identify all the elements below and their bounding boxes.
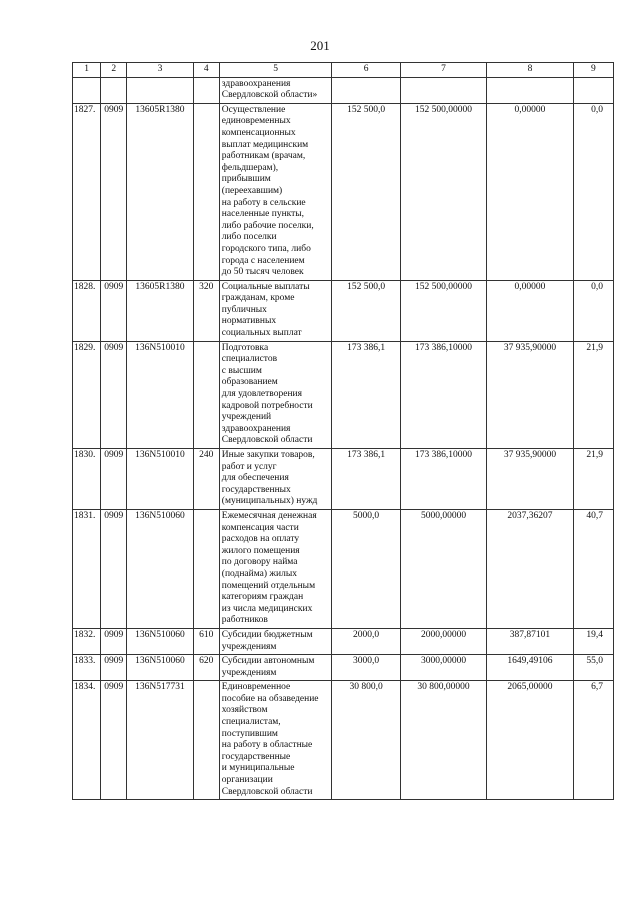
target-article-code: 136N510010	[127, 449, 193, 510]
target-article-code: 136N510010	[127, 341, 193, 448]
page-number: 201	[310, 38, 330, 53]
approved-amount: 152 500,0	[332, 280, 400, 341]
execution-percent: 0,0	[573, 103, 613, 280]
item-description: Социальные выплаты гражданам, кроме публичных нормативных социальных выплат	[219, 280, 332, 341]
table-row	[73, 449, 614, 510]
table-row	[73, 77, 614, 103]
expense-type-code: 320	[193, 280, 219, 341]
column-header: 9	[573, 63, 613, 78]
section-code: 0909	[101, 628, 127, 654]
item-description: Субсидии автономным учреждениям	[219, 655, 332, 681]
executed-amount: 2065,00000	[487, 681, 573, 800]
approved-amount: 173 386,1	[332, 341, 400, 448]
section-code: 0909	[101, 509, 127, 628]
planned-amount: 152 500,00000	[400, 280, 486, 341]
section-code: 0909	[101, 655, 127, 681]
item-description: Подготовка специалистов с высшим образованием для удовлетворения кадровой потребности учреждений здравоохранения Свердловской области	[219, 341, 332, 448]
table-row	[73, 341, 614, 448]
expense-type-code	[193, 341, 219, 448]
item-description: Субсидии бюджетным учреждениям	[219, 628, 332, 654]
table-row	[73, 681, 614, 800]
expense-type-code	[193, 103, 219, 280]
target-article-code: 136N510060	[127, 509, 193, 628]
planned-amount: 173 386,10000	[400, 341, 486, 448]
column-header: 6	[332, 63, 400, 78]
target-article-code: 136N517731	[127, 681, 193, 800]
column-header: 8	[487, 63, 573, 78]
row-number: 1830.	[73, 449, 101, 510]
expense-type-code: 240	[193, 449, 219, 510]
column-header: 2	[101, 63, 127, 78]
item-description: Иные закупки товаров, работ и услуг для обеспечения государственных (муниципальных) нужд	[219, 449, 332, 510]
execution-percent: 19,4	[573, 628, 613, 654]
executed-amount: 0,00000	[487, 103, 573, 280]
execution-percent: 6,7	[573, 681, 613, 800]
section-code: 0909	[101, 341, 127, 448]
execution-percent: 55,0	[573, 655, 613, 681]
header-row	[73, 63, 614, 78]
section-code: 0909	[101, 681, 127, 800]
planned-amount: 173 386,10000	[400, 449, 486, 510]
row-number: 1829.	[73, 341, 101, 448]
executed-amount: 2037,36207	[487, 509, 573, 628]
row-number: 1832.	[73, 628, 101, 654]
expense-type-code: 610	[193, 628, 219, 654]
planned-amount: 2000,00000	[400, 628, 486, 654]
approved-amount: 5000,0	[332, 509, 400, 628]
planned-amount: 30 800,00000	[400, 681, 486, 800]
column-header: 3	[127, 63, 193, 78]
row-number: 1831.	[73, 509, 101, 628]
row-number: 1833.	[73, 655, 101, 681]
approved-amount: 173 386,1	[332, 449, 400, 510]
execution-percent: 21,9	[573, 449, 613, 510]
target-article-code	[127, 77, 193, 103]
approved-amount	[332, 77, 400, 103]
section-code	[101, 77, 127, 103]
table-row	[73, 280, 614, 341]
item-description: Ежемесячная денежная компенсация части расходов на оплату жилого помещения по договору найма (поднайма) жилых помещений отдельным категориям граждан из числа медицинских работников	[219, 509, 332, 628]
table-row	[73, 628, 614, 654]
row-number: 1834.	[73, 681, 101, 800]
table-row	[73, 103, 614, 280]
row-number: 1827.	[73, 103, 101, 280]
table-row	[73, 655, 614, 681]
executed-amount	[487, 77, 573, 103]
approved-amount: 2000,0	[332, 628, 400, 654]
row-number: 1828.	[73, 280, 101, 341]
section-code: 0909	[101, 449, 127, 510]
item-description: Единовременное пособие на обзаведение хозяйством специалистам, поступившим на работу в областные государственные и муниципальные организации Свердловской области	[219, 681, 332, 800]
execution-percent: 21,9	[573, 341, 613, 448]
section-code: 0909	[101, 280, 127, 341]
expense-type-code	[193, 77, 219, 103]
planned-amount: 5000,00000	[400, 509, 486, 628]
target-article-code: 13605R1380	[127, 103, 193, 280]
execution-percent: 0,0	[573, 280, 613, 341]
column-header: 1	[73, 63, 101, 78]
execution-percent: 40,7	[573, 509, 613, 628]
column-header: 7	[400, 63, 486, 78]
expense-type-code	[193, 681, 219, 800]
column-header: 4	[193, 63, 219, 78]
item-description: Осуществление единовременных компенсационных выплат медицинским работникам (врачам, фельдшерам), прибывшим (переехавшим) на работу в сельские населенные пункты, либо рабочие поселки, либо поселки городского типа, либо города с населением до 50 тысяч человек	[219, 103, 332, 280]
planned-amount	[400, 77, 486, 103]
budget-table	[72, 62, 614, 800]
executed-amount: 1649,49106	[487, 655, 573, 681]
expense-type-code	[193, 509, 219, 628]
target-article-code: 136N510060	[127, 628, 193, 654]
execution-percent	[573, 77, 613, 103]
executed-amount: 37 935,90000	[487, 449, 573, 510]
item-description: здравоохранения Свердловской области»	[219, 77, 332, 103]
executed-amount: 0,00000	[487, 280, 573, 341]
approved-amount: 152 500,0	[332, 103, 400, 280]
executed-amount: 387,87101	[487, 628, 573, 654]
expense-type-code: 620	[193, 655, 219, 681]
row-number	[73, 77, 101, 103]
planned-amount: 3000,00000	[400, 655, 486, 681]
executed-amount: 37 935,90000	[487, 341, 573, 448]
section-code: 0909	[101, 103, 127, 280]
planned-amount: 152 500,00000	[400, 103, 486, 280]
approved-amount: 30 800,0	[332, 681, 400, 800]
column-header: 5	[219, 63, 332, 78]
approved-amount: 3000,0	[332, 655, 400, 681]
table-row	[73, 509, 614, 628]
target-article-code: 136N510060	[127, 655, 193, 681]
target-article-code: 13605R1380	[127, 280, 193, 341]
